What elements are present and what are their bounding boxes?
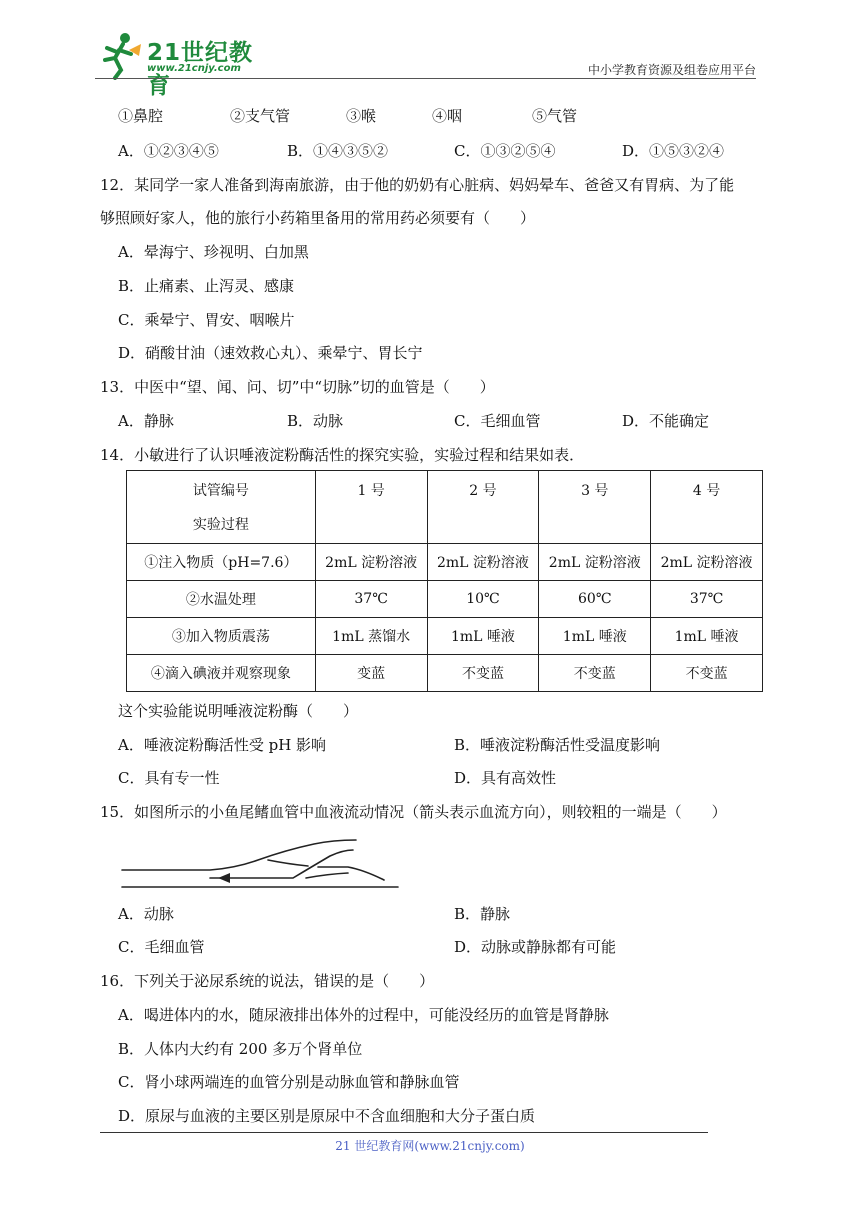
table-cell: 不变蓝 [651,655,763,692]
q11-item: ⑤气管 [532,107,578,125]
corner-label-top: 试管编号 [192,483,249,499]
table-cell: 10℃ [427,581,539,618]
row-label: ④滴入碘液并观察现象 [127,655,316,692]
q11-option-d[interactable]: D．①⑤③②④ [622,142,725,160]
q16-option-d[interactable]: D．原尿与血液的主要区别是原尿中不含血细胞和大分子蛋白质 [118,1107,536,1125]
q12-option-d[interactable]: D．硝酸甘油（速效救心丸）、乘晕宁、胃长宁 [118,344,423,362]
q12-option-c[interactable]: C．乘晕宁、胃安、咽喉片 [118,311,295,329]
q15-option-c[interactable]: C．毛细血管 [118,938,205,956]
q16-option-b[interactable]: B．人体内大约有 200 多万个肾单位 [118,1040,363,1058]
q15-option-d[interactable]: D．动脉或静脉都有可能 [454,938,617,956]
column-header: 3 号 [539,471,651,544]
q11-option-a[interactable]: A．①②③④⑤ [118,142,219,160]
footer-site-link[interactable]: 21 世纪教育网(www.21cnjy.com) [335,1139,525,1153]
blood-vessel-diagram [118,832,403,894]
table-row [127,581,763,618]
q14-option-c[interactable]: C．具有专一性 [118,769,220,787]
q12-stem-cont: 够照顾好家人，他的旅行小药箱里备用的常用药必须要有（ ） [100,209,536,227]
q12-option-a[interactable]: A．晕海宁、珍视明、白加黑 [118,243,309,261]
q14-option-d[interactable]: D．具有高效性 [454,769,557,787]
table-cell: 2mL 淀粉溶液 [427,544,539,581]
table-cell: 1mL 蒸馏水 [315,618,427,655]
table-cell: 1mL 唾液 [427,618,539,655]
q14-followup: 这个实验能说明唾液淀粉酶（ ） [118,702,359,720]
q11-item: ③喉 [346,107,377,125]
table-header-row [127,471,763,544]
table-row [127,618,763,655]
q15-stem: 15．如图所示的小鱼尾鳍血管中血液流动情况（箭头表示血流方向），则较粗的一端是（ ） [100,803,727,821]
q13-option-c[interactable]: C．毛细血管 [454,412,541,430]
column-header: 2 号 [427,471,539,544]
logo-url: www.21cnjy.com [147,63,241,74]
q11-item: ①鼻腔 [118,107,164,125]
q11-item: ④咽 [432,107,463,125]
logo-text: 21世纪教育 [147,40,254,99]
table-cell: 变蓝 [315,655,427,692]
q14-option-b[interactable]: B．唾液淀粉酶活性受温度影响 [454,736,661,754]
table-row [127,544,763,581]
q13-option-a[interactable]: A．静脉 [118,412,174,430]
table-corner-cell [127,471,316,544]
runner-logo-icon [95,30,145,80]
table-cell: 60℃ [539,581,651,618]
q13-stem: 13．中医中“望、闻、问、切”中“切脉”切的血管是（ ） [100,378,495,396]
q15-option-b[interactable]: B．静脉 [454,905,511,923]
q16-stem: 16．下列关于泌尿系统的说法，错误的是（ ） [100,972,435,990]
corner-label-bottom: 实验过程 [192,517,249,533]
table-cell: 2mL 淀粉溶液 [651,544,763,581]
row-label: ③加入物质震荡 [127,618,316,655]
table-cell: 不变蓝 [539,655,651,692]
q15-option-a[interactable]: A．动脉 [118,905,174,923]
table-cell: 37℃ [651,581,763,618]
row-label: ①注入物质（pH=7.6） [127,544,316,581]
header-platform-name: 中小学教育资源及组卷应用平台 [587,63,756,77]
q14-stem: 14．小敏进行了认识唾液淀粉酶活性的探究实验，实验过程和结果如表． [100,446,585,464]
table-cell: 1mL 唾液 [651,618,763,655]
row-label: ②水温处理 [127,581,316,618]
table-cell: 不变蓝 [427,655,539,692]
column-header: 4 号 [651,471,763,544]
q14-option-a[interactable]: A．唾液淀粉酶活性受 pH 影响 [118,736,327,754]
q11-option-c[interactable]: C．①③②⑤④ [454,142,556,160]
header-divider [95,78,756,79]
experiment-table [126,470,763,692]
q16-option-c[interactable]: C．肾小球两端连的血管分别是动脉血管和静脉血管 [118,1073,460,1091]
q11-option-b[interactable]: B．①④③⑤② [287,142,389,160]
q13-option-b[interactable]: B．动脉 [287,412,344,430]
q16-option-a[interactable]: A．喝进体内的水，随尿液排出体外的过程中，可能没经历的血管是肾静脉 [118,1006,609,1024]
column-header: 1 号 [315,471,427,544]
table-row [127,655,763,692]
q12-stem: 12．某同学一家人准备到海南旅游，由于他的奶奶有心脏病、妈妈晕车、爸爸又有胃病、为了能 [100,176,735,194]
table-cell: 37℃ [315,581,427,618]
table-cell: 2mL 淀粉溶液 [539,544,651,581]
footer-divider [100,1132,708,1133]
table-cell: 2mL 淀粉溶液 [315,544,427,581]
q13-option-d[interactable]: D．不能确定 [622,412,710,430]
site-logo [95,30,260,99]
q11-item: ②支气管 [230,107,291,125]
q12-option-b[interactable]: B．止痛素、止泻灵、感康 [118,277,295,295]
table-cell: 1mL 唾液 [539,618,651,655]
